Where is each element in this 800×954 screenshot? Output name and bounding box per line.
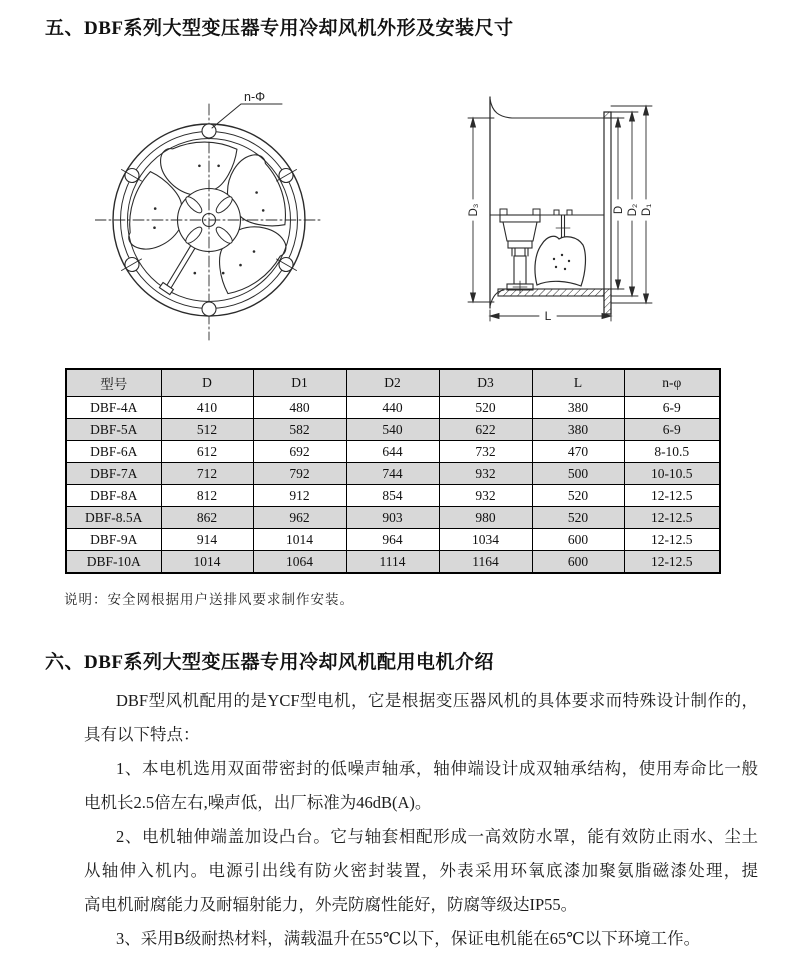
table-cell: 964 — [346, 529, 439, 551]
impeller-blade-section — [535, 236, 586, 286]
table-cell: 812 — [161, 485, 253, 507]
column-header: D1 — [253, 369, 346, 397]
edge-on-blade — [159, 246, 195, 295]
table-row — [66, 507, 720, 529]
table-header-row — [66, 369, 720, 397]
table-cell: DBF-7A — [66, 463, 161, 485]
section5-title: 五、DBF系列大型变压器专用冷却风机外形及安装尺寸 — [45, 18, 514, 39]
table-cell: 1034 — [439, 529, 532, 551]
flange-hatch-top — [604, 112, 611, 118]
dim-d2-label: D₂ — [627, 203, 639, 217]
table-row — [66, 419, 720, 441]
table-cell: DBF-5A — [66, 419, 161, 441]
table-cell: 732 — [439, 441, 532, 463]
column-header: D — [161, 369, 253, 397]
body-line: 具有以下特点： — [84, 725, 200, 744]
table-cell: 500 — [532, 463, 624, 485]
table-cell: 932 — [439, 485, 532, 507]
table-row — [66, 485, 720, 507]
dim-l-label: L — [544, 309, 552, 323]
fan-front-view-drawing — [95, 88, 330, 353]
table-cell: 644 — [346, 441, 439, 463]
table-cell: 1014 — [161, 551, 253, 574]
table-cell: 12-12.5 — [624, 551, 720, 574]
table-cell: DBF-10A — [66, 551, 161, 574]
column-header: D3 — [439, 369, 532, 397]
fan-side-view-drawing — [438, 85, 673, 335]
table-cell: 10-10.5 — [624, 463, 720, 485]
table-cell: 520 — [532, 485, 624, 507]
column-header: D2 — [346, 369, 439, 397]
table-cell: DBF-8A — [66, 485, 161, 507]
table-row — [66, 397, 720, 419]
column-header: 型号 — [66, 369, 161, 397]
dimension-table-body — [66, 369, 720, 573]
table-cell: DBF-8.5A — [66, 507, 161, 529]
table-cell: 1064 — [253, 551, 346, 574]
table-cell: 1114 — [346, 551, 439, 574]
table-row — [66, 441, 720, 463]
dim-d3-label: D₃ — [468, 203, 480, 217]
table-cell: 512 — [161, 419, 253, 441]
table-cell: 600 — [532, 551, 624, 574]
table-cell: DBF-9A — [66, 529, 161, 551]
body-line: 高电机耐腐能力及耐辐射能力，外壳防腐性能好，防腐等级达IP55。 — [84, 895, 578, 914]
body-line: 2、电机轴伸端盖加设凸台。它与轴套相配形成一高效防水罩，能有效防止雨水、尘土 — [116, 827, 758, 846]
table-cell: 692 — [253, 441, 346, 463]
table-cell: 712 — [161, 463, 253, 485]
table-cell: 903 — [346, 507, 439, 529]
table-cell: 862 — [161, 507, 253, 529]
table-cell: DBF-6A — [66, 441, 161, 463]
column-header: L — [532, 369, 624, 397]
table-row — [66, 551, 720, 574]
table-cell: 932 — [439, 463, 532, 485]
table-cell: 12-12.5 — [624, 485, 720, 507]
table-cell: 600 — [532, 529, 624, 551]
table-cell: 380 — [532, 419, 624, 441]
table-cell: 12-12.5 — [624, 507, 720, 529]
table-cell: 6-9 — [624, 397, 720, 419]
motor-assembly — [500, 215, 540, 293]
n-phi-label: n-Φ — [244, 90, 266, 104]
table-cell: 980 — [439, 507, 532, 529]
table-cell: 792 — [253, 463, 346, 485]
mounting-flange — [604, 112, 611, 314]
table-cell: 6-9 — [624, 419, 720, 441]
table-cell: 12-12.5 — [624, 529, 720, 551]
body-line: 从轴伸入机内。电源引出线有防火密封装置，外表采用环氧底漆加聚氨脂磁漆处理，提 — [84, 861, 758, 880]
dimension-table — [65, 368, 721, 574]
table-cell: 1014 — [253, 529, 346, 551]
base-plate — [498, 289, 604, 296]
table-cell: 410 — [161, 397, 253, 419]
table-cell: 480 — [253, 397, 346, 419]
table-cell: 470 — [532, 441, 624, 463]
column-header: n-φ — [624, 369, 720, 397]
table-cell: 440 — [346, 397, 439, 419]
section6-title: 六、DBF系列大型变压器专用冷却风机配用电机介绍 — [45, 652, 495, 673]
table-cell: 962 — [253, 507, 346, 529]
table-note: 说明：安全网根据用户送排风要求制作安装。 — [64, 592, 354, 607]
flange-hatch-bottom — [604, 289, 611, 314]
table-cell: 914 — [161, 529, 253, 551]
table-cell: 380 — [532, 397, 624, 419]
inlet-bell-top — [490, 99, 512, 118]
dim-d-label: D — [613, 205, 625, 215]
dim-d1-label: D₁ — [641, 203, 653, 217]
section6-body — [84, 684, 758, 954]
table-cell: 520 — [439, 397, 532, 419]
dim-d-line — [611, 118, 624, 289]
table-cell: 912 — [253, 485, 346, 507]
table-cell: 622 — [439, 419, 532, 441]
body-line: 3、采用B级耐热材料，满载温升在55℃以下，保证电机能在65℃以下环境工作。 — [116, 929, 701, 948]
mount-lugs — [500, 209, 572, 215]
table-row — [66, 529, 720, 551]
table-cell: 8-10.5 — [624, 441, 720, 463]
table-cell: 582 — [253, 419, 346, 441]
table-cell: 540 — [346, 419, 439, 441]
table-cell: 744 — [346, 463, 439, 485]
table-cell: 1164 — [439, 551, 532, 574]
body-line: DBF型风机配用的是YCF型电机，它是根据变压器风机的具体要求而特殊设计制作的， — [116, 691, 758, 710]
table-cell: 520 — [532, 507, 624, 529]
table-cell: DBF-4A — [66, 397, 161, 419]
table-cell: 854 — [346, 485, 439, 507]
table-row — [66, 463, 720, 485]
body-line: 电机长2.5倍左右,噪声低，出厂标准为46dB(A)。 — [84, 793, 432, 812]
body-line: 1、本电机选用双面带密封的低噪声轴承，轴伸端设计成双轴承结构，使用寿命比一般 — [116, 759, 758, 778]
table-cell: 612 — [161, 441, 253, 463]
